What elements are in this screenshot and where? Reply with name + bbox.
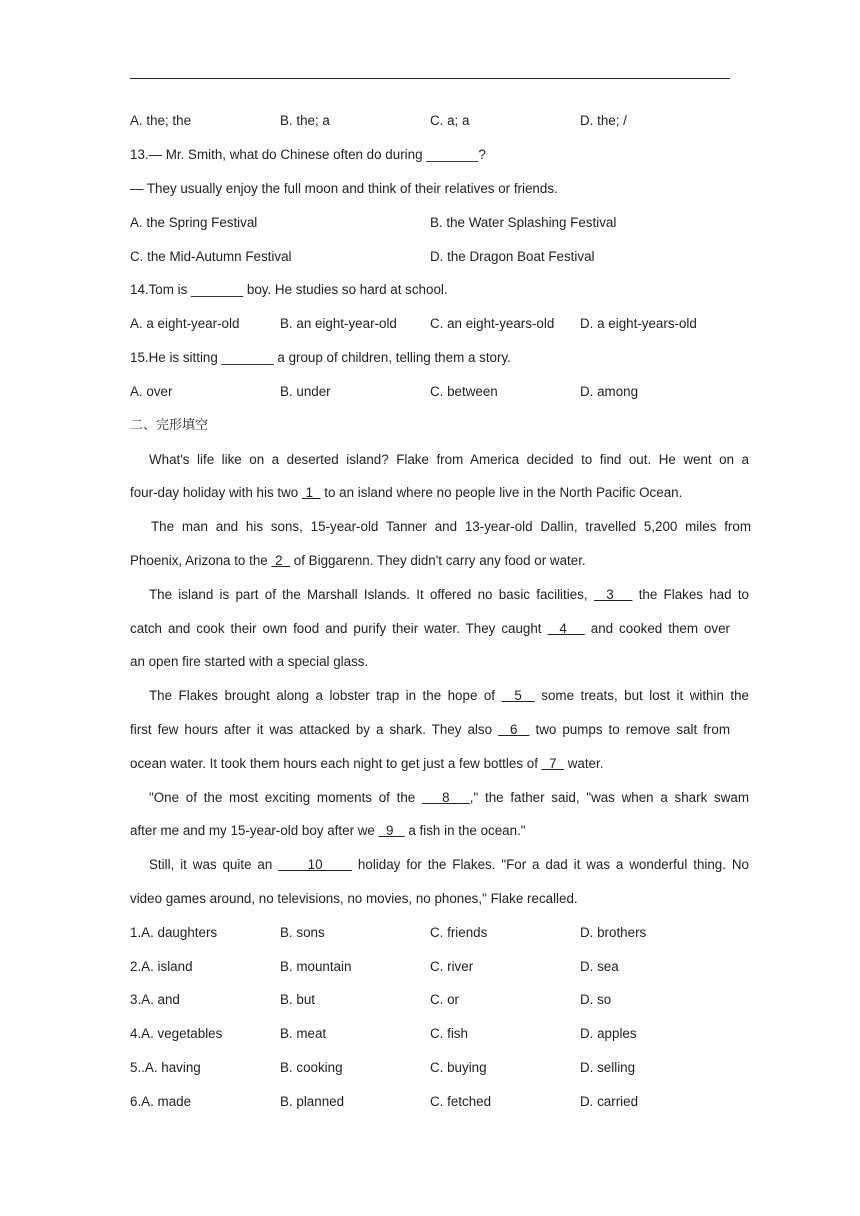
- option-c: C. friends: [430, 925, 488, 940]
- q13-answer-hint: — They usually enjoy the full moon and think of their relatives or friends.: [130, 181, 558, 196]
- option-c: C. a; a: [430, 113, 470, 128]
- option-a: 2.A. island: [130, 959, 193, 974]
- passage-text: ocean water. It took them hours each night to get just a few bottles of: [130, 756, 542, 771]
- option-a: 4.A. vegetables: [130, 1026, 223, 1041]
- header-rule: [130, 78, 730, 79]
- passage-line: [130, 755, 730, 773]
- passage-line: [130, 789, 749, 807]
- option-a: A. over: [130, 384, 173, 399]
- blank-6: 6: [498, 722, 530, 737]
- option-b: B. the Water Splashing Festival: [430, 215, 617, 230]
- option-c: C. fish: [430, 1026, 468, 1041]
- option-d: D. the Dragon Boat Festival: [430, 249, 595, 264]
- blank-1: 1: [301, 485, 321, 500]
- passage-text: water.: [563, 756, 604, 771]
- option-d: D. apples: [580, 1026, 637, 1041]
- option-d: D. so: [580, 992, 612, 1007]
- blank-10: 10: [278, 857, 353, 872]
- option-a: A. the; the: [130, 113, 192, 128]
- option-a: A. a eight-year-old: [130, 316, 240, 331]
- option-b: B. sons: [280, 925, 325, 940]
- passage-line: an open fire started with a special glass.: [130, 654, 369, 669]
- option-c: C. or: [430, 992, 460, 1007]
- passage-text: The Flakes brought along a lobster trap in the hope of: [149, 688, 502, 703]
- passage-text: the Flakes had to: [632, 587, 749, 602]
- option-b: B. but: [280, 992, 315, 1007]
- blank-3: 3: [593, 587, 633, 602]
- option-b: B. planned: [280, 1094, 345, 1109]
- passage-line: [130, 721, 730, 739]
- passage-line: [130, 687, 749, 705]
- option-d: D. among: [580, 384, 639, 399]
- passage-text: and cooked them over: [584, 621, 730, 636]
- q15-question: 15.He is sitting _______ a group of children, telling them a story.: [130, 350, 511, 365]
- passage-line: [130, 620, 730, 638]
- option-b: B. meat: [280, 1026, 327, 1041]
- passage-line: What's life like on a deserted island? Flake from America decided to find out. He went on a: [149, 452, 749, 467]
- option-b: B. an eight-year-old: [280, 316, 397, 331]
- passage-text: after me and my 15-year-old boy after we: [130, 823, 379, 838]
- option-d: D. selling: [580, 1060, 636, 1075]
- option-b: B. under: [280, 384, 331, 399]
- option-c: C. fetched: [430, 1094, 492, 1109]
- option-a: 3.A. and: [130, 992, 180, 1007]
- blank-9: 9: [378, 823, 405, 838]
- option-d: D. a eight-years-old: [580, 316, 697, 331]
- option-b: B. the; a: [280, 113, 330, 128]
- passage-text: Phoenix, Arizona to the: [130, 553, 272, 568]
- passage-text: holiday for the Flakes. "For a dad it was a wonderful thing. No: [352, 857, 749, 872]
- blank-8: 8: [421, 790, 470, 805]
- passage-text: first few hours after it was attacked by a shark. They also: [130, 722, 499, 737]
- option-a: 1.A. daughters: [130, 925, 218, 940]
- q14-question: 14.Tom is _______ boy. He studies so hard at school.: [130, 282, 448, 297]
- option-d: D. brothers: [580, 925, 647, 940]
- blank-7: 7: [541, 756, 564, 771]
- passage-line: [130, 484, 730, 502]
- option-c: C. an eight-years-old: [430, 316, 555, 331]
- blank-2: 2: [271, 553, 291, 568]
- option-a: A. the Spring Festival: [130, 215, 258, 230]
- passage-line: [130, 586, 749, 604]
- passage-line: [130, 552, 730, 570]
- option-c: C. between: [430, 384, 498, 399]
- passage-text: ," the father said, "was when a shark swam: [469, 790, 749, 805]
- blank-4: 4: [547, 621, 585, 636]
- option-d: D. sea: [580, 959, 619, 974]
- option-d: D. carried: [580, 1094, 639, 1109]
- option-c: C. buying: [430, 1060, 487, 1075]
- q13-question: 13.— Mr. Smith, what do Chinese often do during _______?: [130, 147, 486, 162]
- passage-line: [130, 856, 749, 874]
- option-a: 6.A. made: [130, 1094, 192, 1109]
- passage-text: some treats, but lost it within the: [534, 688, 750, 703]
- option-c: C. the Mid-Autumn Festival: [130, 249, 292, 264]
- passage-text: of Biggarenn. They didn't carry any food or water.: [290, 553, 586, 568]
- passage-text: a fish in the ocean.": [404, 823, 526, 838]
- option-b: B. cooking: [280, 1060, 343, 1075]
- passage-text: catch and cook their own food and purify their water. They caught: [130, 621, 548, 636]
- passage-text: to an island where no people live in the North Pacific Ocean.: [320, 485, 683, 500]
- blank-5: 5: [501, 688, 535, 703]
- option-a: 5..A. having: [130, 1060, 201, 1075]
- passage-text: "One of the most exciting moments of the: [149, 790, 422, 805]
- passage-line: [130, 822, 730, 840]
- passage-line: The man and his sons, 15-year-old Tanner and 13-year-old Dallin, travelled 5,200 miles from: [151, 519, 751, 534]
- passage-line: video games around, no televisions, no movies, no phones," Flake recalled.: [130, 891, 578, 906]
- section-title: 二、完形填空: [130, 418, 209, 433]
- option-b: B. mountain: [280, 959, 352, 974]
- option-c: C. river: [430, 959, 474, 974]
- passage-text: two pumps to remove salt from: [529, 722, 730, 737]
- option-d: D. the; /: [580, 113, 627, 128]
- passage-text: Still, it was quite an: [149, 857, 279, 872]
- passage-text: The island is part of the Marshall Islands. It offered no basic facilities,: [149, 587, 594, 602]
- passage-text: four-day holiday with his two: [130, 485, 302, 500]
